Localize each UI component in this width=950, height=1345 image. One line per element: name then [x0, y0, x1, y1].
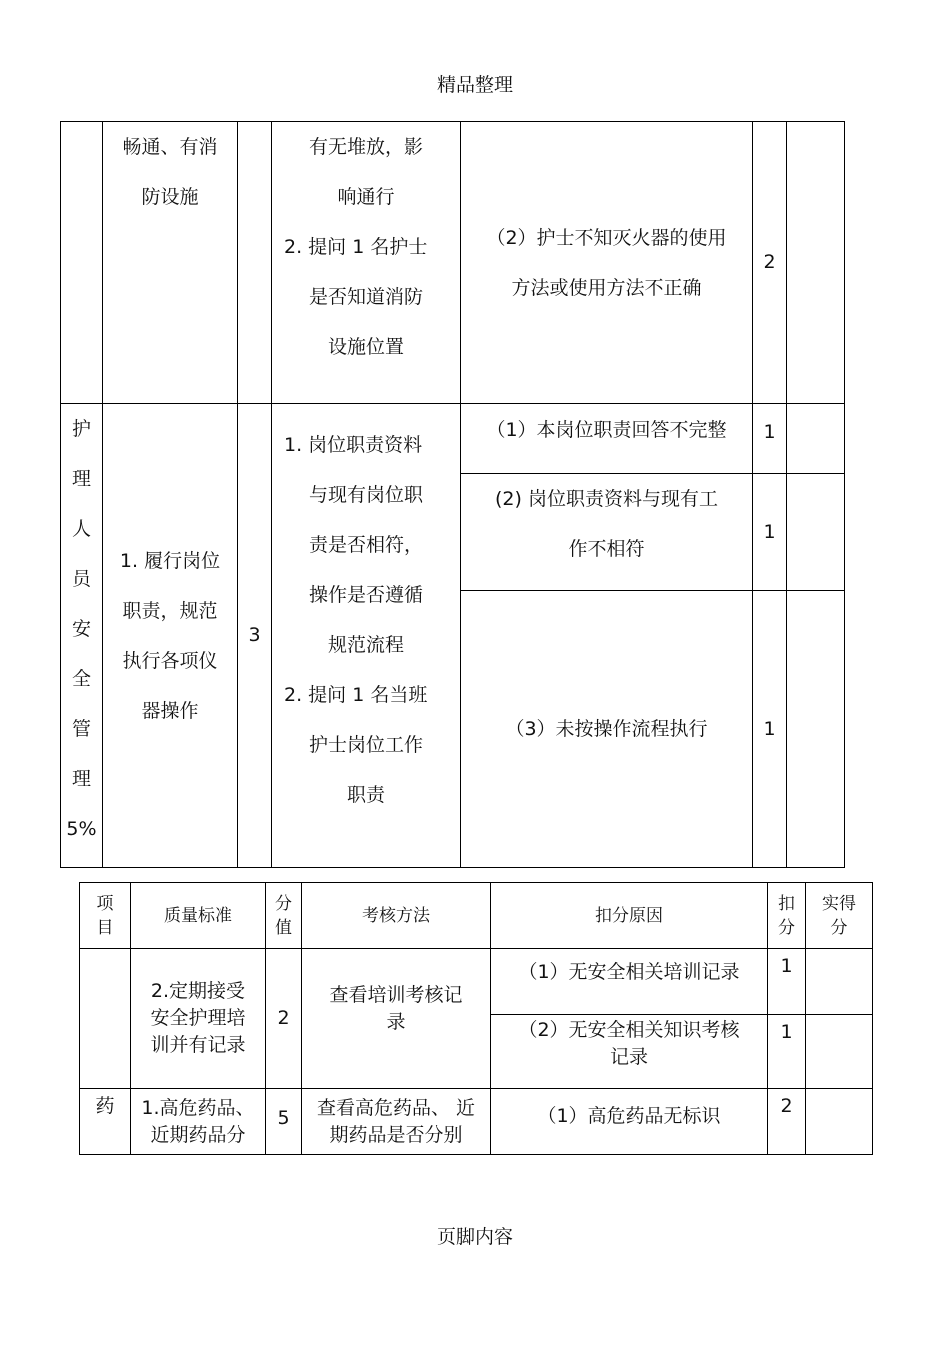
table-row — [80, 949, 873, 1015]
item-char: 人 — [71, 518, 91, 540]
header-item — [80, 883, 131, 949]
item-char: 全 — [71, 668, 91, 690]
header-text: 扣 — [778, 893, 795, 914]
deduct-cell: 1 — [768, 1015, 806, 1089]
header-text: 分 — [275, 893, 292, 914]
table-row — [61, 404, 845, 474]
standard-cell — [131, 1089, 266, 1155]
method-cell — [272, 404, 461, 868]
item-cell — [61, 122, 103, 404]
method-line: 有无堆放，影 — [308, 136, 423, 158]
method-cell — [272, 122, 461, 404]
actual-cell — [787, 591, 845, 868]
inspection-table-continued — [60, 121, 845, 868]
item-char: 护 — [71, 418, 91, 440]
standard-line: 执行各项仪 — [122, 649, 218, 672]
deduct-cell: 1 — [753, 591, 787, 868]
standard-line: 器操作 — [141, 699, 199, 722]
method-line: 响通行 — [337, 186, 395, 208]
standard-cell — [103, 404, 238, 868]
standard-line: 1.高危药品、 — [141, 1097, 255, 1119]
method-line: 操作是否遵循 — [308, 584, 423, 606]
score-cell: 3 — [238, 404, 272, 868]
header-standard: 质量标准 — [131, 883, 266, 949]
method-line: 录 — [386, 1010, 406, 1033]
standard-line: 2.定期接受 — [150, 980, 246, 1002]
method-line: 2. 提问 1 名当班 — [284, 684, 428, 706]
reason-cell — [491, 1015, 768, 1089]
reason-line: （1）无安全相关培训记录 — [518, 961, 740, 983]
score-cell — [238, 122, 272, 404]
reason-cell — [461, 591, 753, 868]
actual-cell — [787, 122, 845, 404]
method-line: 护士岗位工作 — [308, 734, 423, 756]
item-char: 理 — [71, 468, 91, 490]
standard-line: 训并有记录 — [150, 1034, 246, 1056]
standard-line: 防设施 — [141, 186, 199, 208]
reason-line: 作不相符 — [568, 538, 645, 560]
item-char: 员 — [71, 568, 91, 590]
method-line: 查看高危药品、 近 — [316, 1097, 476, 1119]
score-cell: 5 — [266, 1089, 302, 1155]
method-line: 是否知道消防 — [308, 286, 423, 308]
inspection-table — [79, 882, 873, 1155]
actual-cell — [787, 404, 845, 474]
deduct-cell: 2 — [753, 122, 787, 404]
reason-line: （3）未按操作流程执行 — [505, 717, 708, 740]
item-char: 管 — [71, 718, 91, 740]
header-reason: 扣分原因 — [491, 883, 768, 949]
reason-cell — [461, 404, 753, 474]
header-text: 分 — [778, 917, 795, 938]
reason-line: 方法或使用方法不正确 — [511, 276, 702, 299]
method-line: 2. 提问 1 名护士 — [284, 236, 428, 258]
method-line: 规范流程 — [327, 634, 404, 656]
method-line: 期药品是否分别 — [329, 1124, 463, 1146]
actual-cell — [806, 1089, 873, 1155]
item-cell — [80, 949, 131, 1089]
reason-cell — [461, 122, 753, 404]
reason-line: （2）护士不知灭火器的使用 — [486, 226, 727, 249]
deduct-cell: 1 — [753, 404, 787, 474]
reason-line: （2）无安全相关知识考核 — [518, 1019, 740, 1041]
actual-cell — [806, 949, 873, 1015]
method-line: 设施位置 — [327, 336, 404, 358]
standard-line: 安全护理培 — [150, 1007, 246, 1029]
method-line: 职责 — [346, 784, 385, 806]
item-char: 安 — [71, 618, 91, 640]
standard-line: 1. 履行岗位 — [119, 549, 221, 572]
score-cell: 2 — [266, 949, 302, 1089]
page-footer: 页脚内容 — [436, 1226, 513, 1248]
method-line: 与现有岗位职 — [308, 484, 423, 506]
deduct-cell: 2 — [768, 1089, 806, 1155]
header-score — [266, 883, 302, 949]
table-row — [61, 122, 845, 404]
item-char: 5% — [66, 818, 97, 840]
standard-cell — [103, 122, 238, 404]
table-header-row — [80, 883, 873, 949]
reason-cell — [491, 949, 768, 1015]
method-cell — [302, 1089, 491, 1155]
method-cell — [302, 949, 491, 1089]
item-cell: 药 — [80, 1089, 131, 1155]
header-text: 值 — [275, 917, 292, 938]
deduct-cell: 1 — [768, 949, 806, 1015]
actual-cell — [787, 474, 845, 591]
standard-line: 畅通、有消 — [122, 136, 218, 158]
header-deduct — [768, 883, 806, 949]
method-line: 责是否相符， — [308, 534, 423, 556]
reason-line: (2) 岗位职责资料与现有工 — [495, 488, 718, 510]
header-actual — [806, 883, 873, 949]
standard-cell — [131, 949, 266, 1089]
header-text: 分 — [830, 917, 848, 938]
reason-cell — [461, 474, 753, 591]
method-line: 1. 岗位职责资料 — [284, 434, 423, 456]
standard-line: 职责，规范 — [122, 599, 218, 622]
reason-line: 记录 — [609, 1046, 648, 1068]
reason-line: （1）本岗位职责回答不完整 — [486, 419, 727, 441]
deduct-cell: 1 — [753, 474, 787, 591]
page-header: 精品整理 — [436, 74, 513, 96]
actual-cell — [806, 1015, 873, 1089]
header-text: 实得 — [822, 893, 856, 914]
reason-cell: （1）高危药品无标识 — [491, 1089, 768, 1155]
header-text: 项 — [96, 893, 114, 914]
item-cell — [61, 404, 103, 868]
item-char: 理 — [71, 768, 91, 790]
header-method: 考核方法 — [302, 883, 491, 949]
table-row — [80, 1089, 873, 1155]
header-text: 目 — [96, 917, 114, 938]
standard-line: 近期药品分 — [150, 1124, 246, 1146]
method-line: 查看培训考核记 — [329, 983, 463, 1006]
